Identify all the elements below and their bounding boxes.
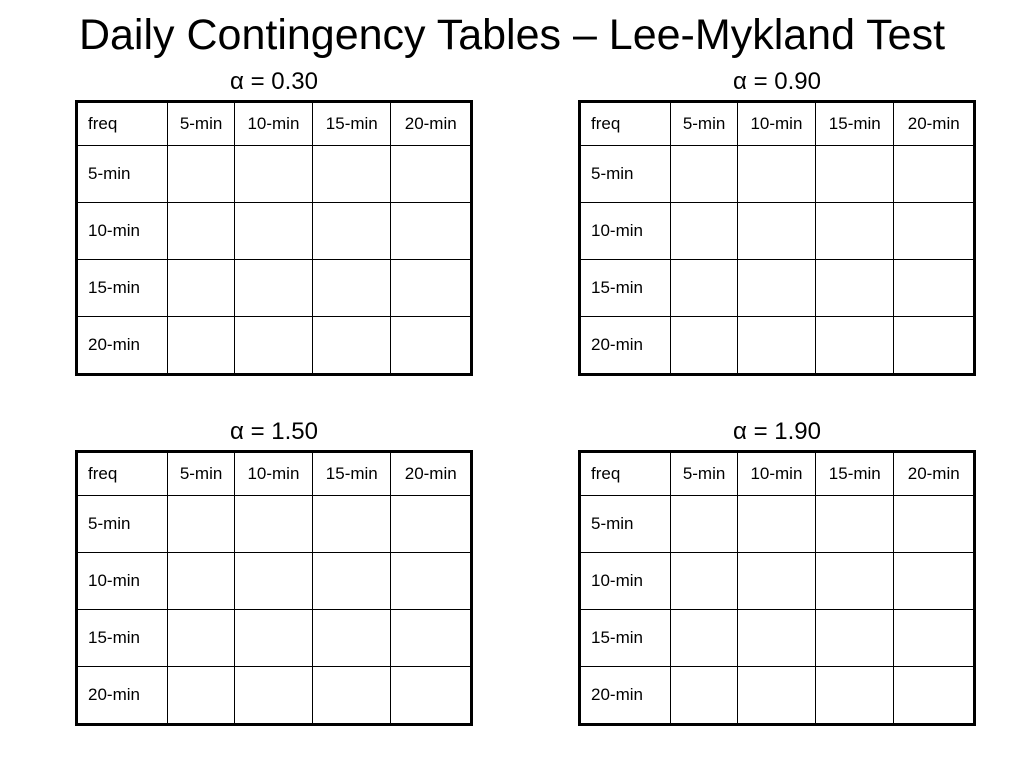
table-cell — [234, 203, 312, 260]
table-cell — [168, 146, 234, 203]
table-cell — [737, 317, 815, 375]
table-cell — [671, 667, 737, 725]
table-cell — [894, 667, 975, 725]
table-caption: α = 1.90 — [733, 418, 821, 445]
table-cell — [671, 260, 737, 317]
row-header: 10-min — [580, 203, 671, 260]
column-header: 20-min — [894, 452, 975, 496]
table-row — [580, 203, 975, 260]
row-header: 20-min — [580, 317, 671, 375]
row-header: 15-min — [77, 610, 168, 667]
table-caption: α = 0.90 — [733, 68, 821, 95]
contingency-table — [75, 100, 473, 376]
corner-cell: freq — [77, 452, 168, 496]
column-header: 5-min — [168, 102, 234, 146]
table-cell — [313, 553, 391, 610]
corner-cell: freq — [580, 452, 671, 496]
column-header: 5-min — [168, 452, 234, 496]
column-header: 15-min — [313, 452, 391, 496]
table-cell — [168, 667, 234, 725]
row-header: 15-min — [580, 610, 671, 667]
table-cell — [391, 203, 472, 260]
table-caption: α = 0.30 — [230, 68, 318, 95]
table-cell — [671, 317, 737, 375]
table-cell — [894, 203, 975, 260]
table-cell — [391, 146, 472, 203]
column-header: 15-min — [816, 102, 894, 146]
row-header: 5-min — [77, 496, 168, 553]
table-cell — [313, 317, 391, 375]
table-row — [77, 317, 472, 375]
table-row — [580, 317, 975, 375]
column-header: 15-min — [816, 452, 894, 496]
table-cell — [671, 203, 737, 260]
column-header: 10-min — [737, 102, 815, 146]
table-cell — [234, 317, 312, 375]
table-cell — [168, 260, 234, 317]
table-cell — [737, 260, 815, 317]
table-cell — [234, 610, 312, 667]
row-header: 10-min — [77, 553, 168, 610]
table-cell — [313, 667, 391, 725]
table-cell — [234, 496, 312, 553]
table-cell — [313, 496, 391, 553]
table-cell — [168, 610, 234, 667]
table-cell — [234, 146, 312, 203]
column-header: 20-min — [894, 102, 975, 146]
table-cell — [816, 317, 894, 375]
table-cell — [737, 553, 815, 610]
table-row — [580, 667, 975, 725]
table-cell — [391, 317, 472, 375]
table-row — [580, 146, 975, 203]
table-cell — [737, 610, 815, 667]
table-cell — [234, 260, 312, 317]
table-cell — [391, 260, 472, 317]
table-cell — [391, 667, 472, 725]
contingency-table — [75, 450, 473, 726]
table-cell — [894, 553, 975, 610]
table-cell — [737, 203, 815, 260]
column-header: 15-min — [313, 102, 391, 146]
table-row — [77, 260, 472, 317]
table-cell — [391, 610, 472, 667]
table-row — [77, 553, 472, 610]
header-row — [77, 102, 472, 146]
table-cell — [816, 610, 894, 667]
table-cell — [391, 496, 472, 553]
table-row — [77, 667, 472, 725]
row-header: 20-min — [77, 317, 168, 375]
table-cell — [894, 260, 975, 317]
column-header: 10-min — [737, 452, 815, 496]
table-cell — [313, 146, 391, 203]
table-cell — [313, 203, 391, 260]
header-row — [580, 452, 975, 496]
table-cell — [671, 610, 737, 667]
table-cell — [816, 146, 894, 203]
column-header: 5-min — [671, 102, 737, 146]
table-cell — [168, 496, 234, 553]
table-row — [580, 610, 975, 667]
table-cell — [234, 553, 312, 610]
table-cell — [737, 667, 815, 725]
table-cell — [816, 203, 894, 260]
table-cell — [313, 260, 391, 317]
table-row — [580, 496, 975, 553]
table-cell — [737, 496, 815, 553]
table-cell — [234, 667, 312, 725]
contingency-table — [578, 100, 976, 376]
header-row — [77, 452, 472, 496]
column-header: 20-min — [391, 102, 472, 146]
table-cell — [894, 146, 975, 203]
column-header: 10-min — [234, 102, 312, 146]
table-row — [77, 610, 472, 667]
table-cell — [671, 553, 737, 610]
header-row — [580, 102, 975, 146]
column-header: 5-min — [671, 452, 737, 496]
row-header: 5-min — [77, 146, 168, 203]
table-cell — [816, 260, 894, 317]
table-cell — [816, 553, 894, 610]
row-header: 15-min — [580, 260, 671, 317]
table-cell — [391, 553, 472, 610]
table-cell — [168, 553, 234, 610]
page-title: Daily Contingency Tables – Lee-Mykland Test — [78, 11, 946, 59]
table-row — [580, 553, 975, 610]
column-header: 20-min — [391, 452, 472, 496]
row-header: 5-min — [580, 146, 671, 203]
table-cell — [816, 667, 894, 725]
table-caption: α = 1.50 — [230, 418, 318, 445]
row-header: 15-min — [77, 260, 168, 317]
row-header: 20-min — [580, 667, 671, 725]
table-cell — [894, 496, 975, 553]
row-header: 10-min — [580, 553, 671, 610]
table-cell — [894, 317, 975, 375]
table-row — [77, 496, 472, 553]
table-row — [77, 203, 472, 260]
table-cell — [737, 146, 815, 203]
corner-cell: freq — [77, 102, 168, 146]
table-cell — [168, 203, 234, 260]
row-header: 10-min — [77, 203, 168, 260]
table-cell — [168, 317, 234, 375]
table-cell — [313, 610, 391, 667]
table-row — [77, 146, 472, 203]
table-cell — [671, 146, 737, 203]
table-cell — [671, 496, 737, 553]
contingency-table — [578, 450, 976, 726]
row-header: 5-min — [580, 496, 671, 553]
column-header: 10-min — [234, 452, 312, 496]
corner-cell: freq — [580, 102, 671, 146]
table-cell — [894, 610, 975, 667]
row-header: 20-min — [77, 667, 168, 725]
table-cell — [816, 496, 894, 553]
table-row — [580, 260, 975, 317]
